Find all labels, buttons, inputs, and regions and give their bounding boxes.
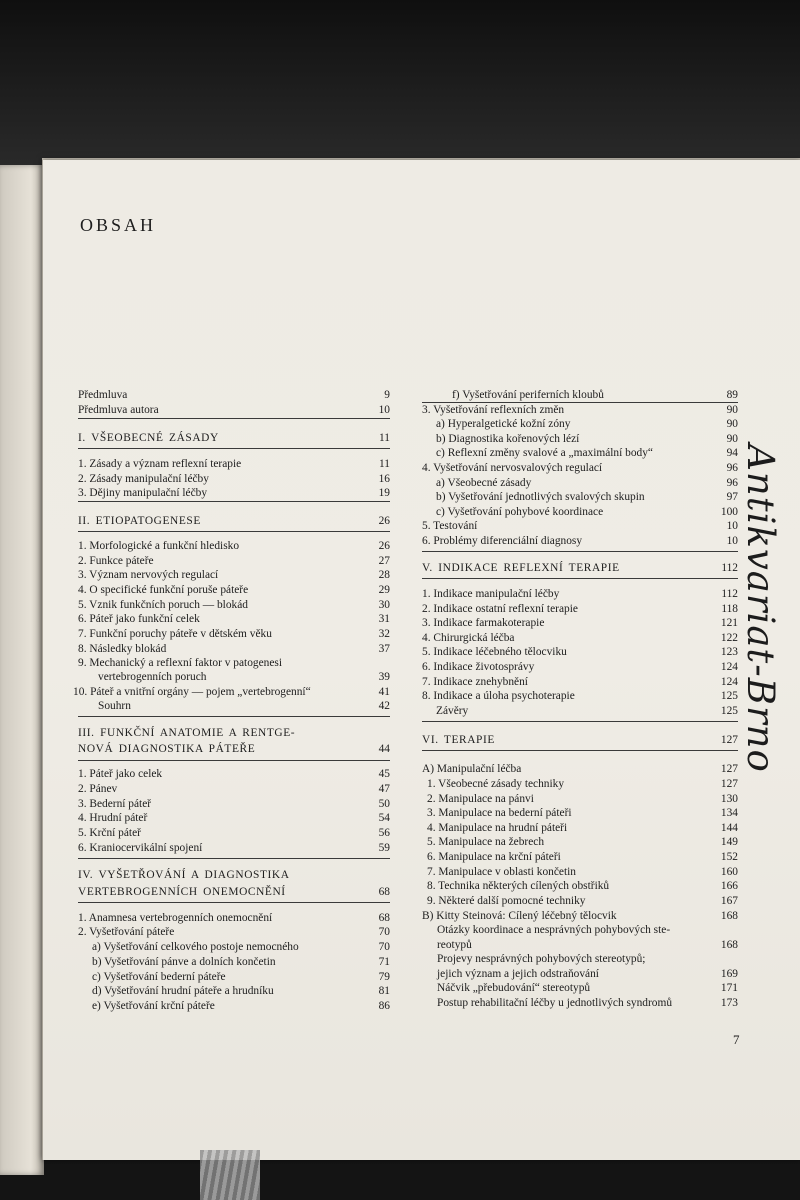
entry-page: 11 — [379, 458, 390, 470]
toc-entry — [78, 826, 390, 840]
entry-page: 79 — [378, 971, 390, 983]
entry-title: 2. Funkce páteře — [78, 555, 154, 567]
toc-entry — [422, 835, 738, 849]
entry-title: 5. Manipulace na žebrech — [427, 836, 545, 848]
toc-right-column — [422, 388, 738, 1048]
entry-page: 168 — [720, 910, 738, 922]
entry-title: 3. Indikace farmakoterapie — [422, 617, 545, 629]
entry-title: d) Vyšetřování hrudní páteře a hrudníku — [92, 985, 274, 997]
toc-section-heading — [78, 514, 390, 528]
toc-entry — [422, 587, 738, 601]
divider — [78, 501, 390, 502]
toc-entry — [422, 879, 738, 893]
entry-title: 7. Indikace znehybnění — [422, 676, 528, 688]
entry-title: IV. VYŠETŘOVÁNÍ A DIAGNOSTIKA — [78, 869, 290, 881]
toc-entry — [78, 767, 390, 781]
entry-title: 2. Manipulace na pánvi — [427, 793, 534, 805]
entry-title: c) Reflexní změny svalové a „maximální body“ — [436, 447, 653, 459]
toc-entry — [73, 685, 390, 699]
toc-entry — [422, 446, 738, 460]
entry-title: VERTEBROGENNÍCH ONEMOCNĚNÍ — [78, 886, 286, 898]
toc-entry — [78, 955, 390, 969]
entry-page: 90 — [726, 433, 738, 445]
toc-entry — [422, 432, 738, 446]
toc-entry — [78, 940, 390, 954]
entry-page: 130 — [720, 793, 738, 805]
entry-page: 96 — [726, 477, 738, 489]
toc-entry — [78, 539, 390, 553]
toc-entry — [78, 656, 390, 670]
entry-page: 32 — [378, 628, 390, 640]
entry-title: 8. Technika některých cílených obstřiků — [427, 880, 610, 892]
toc-entry — [78, 583, 390, 597]
entry-title: b) Vyšetřování jednotlivých svalových skupin — [436, 491, 645, 503]
entry-title: 6. Indikace životosprávy — [422, 661, 535, 673]
entry-title: vertebrogenních poruch — [98, 671, 207, 683]
entry-page: 96 — [726, 462, 738, 474]
entry-page: 44 — [378, 743, 390, 755]
toc-section-heading — [78, 742, 390, 756]
toc-entry — [422, 938, 738, 952]
entry-title: VI. TERAPIE — [422, 734, 495, 746]
entry-page: 90 — [726, 418, 738, 430]
entry-title: b) Diagnostika kořenových lézí — [436, 433, 580, 445]
toc-entry — [422, 476, 738, 490]
toc-entry — [422, 894, 738, 908]
entry-page: 30 — [378, 599, 390, 611]
entry-title: 4. Chirurgická léčba — [422, 632, 515, 644]
entry-page: 173 — [720, 997, 738, 1009]
entry-page: 97 — [726, 491, 738, 503]
entry-title: NOVÁ DIAGNOSTIKA PÁTEŘE — [78, 743, 256, 755]
entry-page: 134 — [720, 807, 738, 819]
entry-page: 19 — [378, 487, 390, 499]
toc-entry — [78, 642, 390, 656]
toc-entry — [422, 981, 738, 995]
entry-page: 37 — [378, 643, 390, 655]
toc-entry — [78, 612, 390, 626]
toc-entry — [78, 457, 390, 471]
toc-section-heading — [78, 431, 390, 445]
toc-entry — [422, 850, 738, 864]
toc-left-column — [73, 388, 390, 1028]
divider — [78, 858, 390, 859]
toc-entry — [422, 923, 738, 937]
entry-page: 127 — [720, 763, 738, 775]
entry-page: 26 — [378, 540, 390, 552]
entry-page: 26 — [378, 515, 390, 527]
divider — [78, 418, 390, 419]
entry-page: 71 — [378, 956, 390, 968]
toc-entry — [422, 689, 738, 703]
entry-page: 39 — [378, 671, 390, 683]
entry-page: 10 — [726, 535, 738, 547]
entry-title: 3. Význam nervových regulací — [78, 569, 219, 581]
toc-entry — [78, 925, 390, 939]
toc-entry — [78, 627, 390, 641]
entry-title: 8. Následky blokád — [78, 643, 167, 655]
entry-page: 28 — [378, 569, 390, 581]
entry-title: 8. Indikace a úloha psychoterapie — [422, 690, 575, 702]
entry-title: 7. Manipulace v oblasti končetin — [427, 866, 576, 878]
toc-entry — [422, 952, 738, 966]
toc-entry — [78, 403, 390, 417]
entry-page: 100 — [720, 506, 738, 518]
entry-page: 144 — [720, 822, 738, 834]
toc-entry — [422, 461, 738, 475]
entry-page: 167 — [720, 895, 738, 907]
entry-page: 68 — [378, 886, 390, 898]
bookmark-ribbon — [200, 1150, 260, 1200]
entry-title: 7. Funkční poruchy páteře v dětském věku — [78, 628, 272, 640]
toc-entry — [422, 490, 738, 504]
divider — [78, 448, 390, 449]
toc-entry — [78, 598, 390, 612]
watermark-text: Antikvariat-Brno — [738, 443, 782, 773]
toc-entry — [78, 841, 390, 855]
entry-title: 2. Zásady manipulační léčby — [78, 473, 209, 485]
entry-page: 124 — [720, 676, 738, 688]
entry-page: 56 — [378, 827, 390, 839]
entry-page: 127 — [720, 778, 738, 790]
entry-title: 5. Krční páteř — [78, 827, 141, 839]
entry-title: 2. Pánev — [78, 783, 118, 795]
toc-entry — [422, 602, 738, 616]
entry-page: 152 — [720, 851, 738, 863]
entry-page: 29 — [378, 584, 390, 596]
divider — [78, 531, 390, 532]
divider — [422, 750, 738, 751]
entry-page: 94 — [726, 447, 738, 459]
entry-page: 160 — [720, 866, 738, 878]
toc-entry — [78, 568, 390, 582]
entry-title: 10. Páteř a vnitřní orgány — pojem „vertebrogenní“ — [73, 686, 311, 698]
entry-title: II. ETIOPATOGENESE — [78, 515, 201, 527]
toc-entry — [422, 505, 738, 519]
entry-page: 47 — [378, 783, 390, 795]
page-number: 7 — [733, 1032, 740, 1047]
entry-page: 45 — [378, 768, 390, 780]
entry-page: 118 — [721, 603, 738, 615]
entry-title: 6. Manipulace na krční páteři — [427, 851, 561, 863]
toc-entry — [422, 762, 738, 776]
entry-page: 171 — [720, 982, 738, 994]
entry-title: Projevy nesprávných pohybových stereotypů; — [437, 953, 646, 965]
entry-page: 168 — [720, 939, 738, 951]
toc-section-heading — [78, 885, 390, 899]
divider — [422, 721, 738, 722]
entry-page: 86 — [378, 1000, 390, 1012]
entry-title: 4. O specifické funkční poruše páteře — [78, 584, 249, 596]
entry-title: A) Manipulační léčba — [422, 763, 522, 775]
entry-title: 1. Všeobecné zásady techniky — [427, 778, 565, 790]
entry-title: 1. Morfologické a funkční hledisko — [78, 540, 240, 552]
entry-page: 125 — [720, 690, 738, 702]
entry-page: 68 — [378, 912, 390, 924]
toc-section-heading — [422, 561, 738, 575]
entry-title: V. INDIKACE REFLEXNÍ TERAPIE — [422, 562, 620, 574]
entry-page: 112 — [721, 588, 738, 600]
toc-entry — [422, 631, 738, 645]
entry-title: 1. Anamnesa vertebrogenních onemocnění — [78, 912, 273, 924]
entry-title: Předmluva — [78, 389, 128, 401]
entry-title: 2. Vyšetřování páteře — [78, 926, 175, 938]
toc-entry — [78, 911, 390, 925]
entry-page: 125 — [720, 705, 738, 717]
entry-page: 90 — [726, 404, 738, 416]
entry-page: 42 — [378, 700, 390, 712]
entry-title: 3. Dějiny manipulační léčby — [78, 487, 208, 499]
toc-entry — [78, 782, 390, 796]
toc-entry — [422, 909, 738, 923]
toc-title: OBSAH — [80, 215, 157, 235]
entry-title: Postup rehabilitační léčby u jednotlivých syndromů — [437, 997, 673, 1009]
toc-entry — [78, 554, 390, 568]
entry-title: 3. Manipulace na bederní páteři — [427, 807, 572, 819]
entry-page: 27 — [378, 555, 390, 567]
entry-page: 81 — [378, 985, 390, 997]
entry-page: 11 — [379, 432, 390, 444]
entry-title: 3. Bederní páteř — [78, 798, 152, 810]
entry-page: 124 — [720, 661, 738, 673]
toc-entry — [422, 865, 738, 879]
entry-title: III. FUNKČNÍ ANATOMIE A RENTGE- — [78, 727, 296, 739]
entry-page: 127 — [720, 734, 738, 746]
entry-page: 121 — [720, 617, 738, 629]
entry-title: 6. Kraniocervikální spojení — [78, 842, 203, 854]
toc-entry — [78, 486, 390, 500]
entry-title: 2. Indikace ostatní reflexní terapie — [422, 603, 578, 615]
entry-title: a) Hyperalgetické kožní zóny — [436, 418, 571, 430]
entry-page: 31 — [378, 613, 390, 625]
toc-entry — [422, 704, 738, 718]
entry-title: 1. Páteř jako celek — [78, 768, 163, 780]
toc-section-heading — [78, 726, 390, 740]
entry-page: 59 — [378, 842, 390, 854]
divider — [78, 902, 390, 903]
entry-page: 70 — [378, 926, 390, 938]
toc-entry — [422, 645, 738, 659]
entry-page: 16 — [378, 473, 390, 485]
toc-entry — [422, 534, 738, 548]
toc-entry — [78, 970, 390, 984]
entry-page: 9 — [384, 389, 390, 401]
entry-page: 122 — [720, 632, 738, 644]
toc-entry — [78, 472, 390, 486]
entry-title: a) Všeobecné zásady — [436, 477, 532, 489]
toc-entry — [422, 967, 738, 981]
entry-title: b) Vyšetřování pánve a dolních končetin — [92, 956, 276, 968]
entry-title: 9. Mechanický a reflexní faktor v patogenesi — [78, 657, 283, 669]
toc-entry — [422, 792, 738, 806]
divider — [78, 716, 390, 717]
entry-title: Závěry — [436, 705, 469, 717]
entry-title: 1. Zásady a význam reflexní terapie — [78, 458, 242, 470]
entry-page: 50 — [378, 798, 390, 810]
entry-page: 89 — [726, 389, 738, 401]
entry-title: Předmluva autora — [78, 404, 159, 416]
entry-title: c) Vyšetřování pohybové koordinace — [436, 506, 604, 518]
toc-entry — [78, 699, 390, 713]
entry-title: 3. Vyšetřování reflexních změn — [422, 404, 565, 416]
toc-entry — [78, 670, 390, 684]
toc-entry — [422, 616, 738, 630]
left-page-edge — [0, 165, 44, 1175]
entry-title: e) Vyšetřování krční páteře — [92, 1000, 215, 1012]
entry-page: 149 — [720, 836, 738, 848]
divider — [78, 760, 390, 761]
toc-entry — [422, 777, 738, 791]
entry-page: 166 — [720, 880, 738, 892]
entry-page: 169 — [720, 968, 738, 980]
entry-page: 123 — [720, 646, 738, 658]
entry-title: f) Vyšetřování periferních kloubů — [452, 389, 604, 401]
entry-page: 41 — [378, 686, 390, 698]
toc-entry — [422, 519, 738, 533]
entry-page: 10 — [378, 404, 390, 416]
toc-entry — [422, 417, 738, 431]
entry-page: 10 — [726, 520, 738, 532]
toc-entry — [422, 388, 738, 402]
toc-entry — [422, 996, 738, 1010]
entry-page: 70 — [378, 941, 390, 953]
toc-entry — [422, 821, 738, 835]
entry-title: a) Vyšetřování celkového postoje nemocného — [92, 941, 299, 953]
entry-title: B) Kitty Steinová: Cílený léčebný tělocvik — [422, 910, 617, 922]
entry-title: 6. Páteř jako funkční celek — [78, 613, 200, 625]
divider — [422, 551, 738, 552]
entry-title: jejich význam a jejich odstraňování — [437, 968, 599, 980]
entry-title: reotypů — [437, 939, 472, 951]
toc-entry — [422, 403, 738, 417]
toc-entry — [78, 388, 390, 402]
entry-title: 5. Indikace léčebného tělocviku — [422, 646, 567, 658]
toc-entry — [78, 797, 390, 811]
entry-page: 112 — [721, 562, 738, 574]
toc-entry — [422, 660, 738, 674]
entry-title: 4. Hrudní páteř — [78, 812, 148, 824]
entry-page: 54 — [378, 812, 390, 824]
entry-title: Náčvik „přebudování“ stereotypů — [437, 982, 591, 994]
toc-entry — [422, 1011, 738, 1025]
toc-section-heading — [78, 868, 390, 882]
entry-title: Souhrn — [98, 700, 131, 712]
toc-entry — [78, 999, 390, 1013]
entry-title: 4. Vyšetřování nervosvalových regulací — [422, 462, 603, 474]
entry-title: I. VŠEOBECNÉ ZÁSADY — [78, 432, 219, 444]
entry-title: 5. Testování — [422, 520, 478, 532]
entry-title: 6. Problémy diferenciální diagnosy — [422, 535, 583, 547]
entry-title: 1. Indikace manipulační léčby — [422, 588, 560, 600]
toc-entry — [422, 675, 738, 689]
toc-entry — [78, 811, 390, 825]
entry-title: 9. Některé další pomocné techniky — [427, 895, 586, 907]
toc-entry — [422, 806, 738, 820]
toc-entry — [78, 984, 390, 998]
entry-title: c) Vyšetřování bederní páteře — [92, 971, 226, 983]
toc-section-heading — [422, 733, 738, 747]
entry-title: Otázky koordinace a nesprávných pohybových ste- — [437, 924, 671, 936]
entry-title: 4. Manipulace na hrudní páteři — [427, 822, 568, 834]
entry-title: 5. Vznik funkčních poruch — blokád — [78, 599, 248, 611]
divider — [422, 578, 738, 579]
